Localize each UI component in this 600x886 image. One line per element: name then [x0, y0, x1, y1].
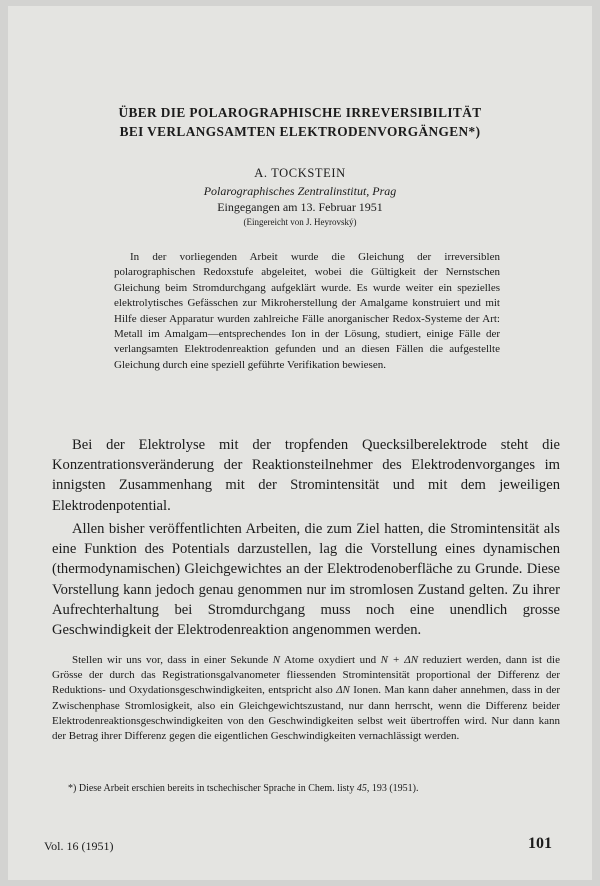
title-line-1: ÜBER DIE POLAROGRAPHISCHE IRREVERSIBILITÄT — [118, 105, 482, 120]
variable-n-plus-delta-n: N + ΔN — [380, 654, 419, 666]
footnote-mark: *) — [68, 783, 77, 794]
paragraph-1: Bei der Elektrolyse mit der tropfenden Quecksilberelektrode steht die Konzentrationsveränderung der Reaktionsteilnehmer des Elektrodenvorganges im innigsten Zusammenhang mit der Stromintensität und mit dem jeweiligen Elektrodenpotential. — [52, 437, 560, 514]
title-line-2: BEI VERLANGSAMTEN ELEKTRODENVORGÄNGEN*) — [119, 124, 481, 139]
submitted-by: (Eingereicht von J. Heyrovský) — [243, 217, 357, 227]
footnote-rest: , 193 (1951). — [366, 783, 419, 794]
author-name: A. TOCKSTEIN — [254, 166, 346, 180]
institution: Polarographisches Zentralinstitut, Prag — [203, 184, 397, 198]
paragraph-2: Allen bisher veröffentlichten Arbeiten, die zum Ziel hatten, die Stromintensität als eine Funktion des Potentials darzustellen, lag die Vorstellung eines dynamischen (thermodynamischen) Gleichgewichtes an der Elektrodenoberfläche zu Grunde. Diese Vorstellung kann jedoch genau genommen nur im stromlosen Zustand gelten. Zu ihrer Aufrechterhaltung bei Stromdurchgang muss noch eine unendlich grosse Geschwindigkeit der Elektrodenreaktion angenommen werden. — [52, 521, 560, 639]
article-header — [48, 103, 552, 227]
variable-n: N — [272, 654, 281, 666]
paragraph-3 — [52, 653, 560, 744]
paragraph-3-part-1: Stellen wir uns vor, dass in einer Sekunde — [72, 654, 273, 666]
paragraph-3-part-4: Ionen. Man kann daher annehmen, dass in der Zwischenphase Stromlosigkeit, also ein Gleichgewichtszustand, nur dann herrscht, wenn die Differenz beider Elektrodenreaktionsgeschwindigkeiten von den Geschwindigkeiten selbst weit übertroffen wird. Nur dann kann der Betrag ihrer Differenz gegen die eigentlichen Geschwindigkeiten vernachlässigt werden. — [52, 684, 560, 743]
paragraph-3-part-3: reduziert werden, dann ist die Grösse der durch das Registrationsgalvanometer fliessenden Stromintensität proportional der Differenz der Reduktions- und Oxydationsgeschwindigkeiten, entspricht also — [52, 654, 560, 697]
article-title — [48, 103, 552, 141]
footnote — [68, 782, 558, 796]
journal-page — [8, 6, 592, 880]
abstract: In der vorliegenden Arbeit wurde die Gleichung der irreversiblen polarographischen Redoxstufe abgeleitet, wobei die Gültigkeit der Nernstschen Gleichung beim Stromdurchgang aufgeklärt wurde. Es wurde weiter ein spezielles elektrolytisches Gefässchen zur Mikroherstellung der Amalgame konstruiert und mit Hilfe dieser Apparatur wurden zahlreiche Fälle anorganischer Redox-Systeme der Art: Metall im Amalgam—entsprechendes Ion in der Lösung, studiert, einige Fälle der verlangsamten Elektrodenreaktion gefunden und an diesen Fällen die aufgestellte Gleichung durch eine speziell geführte Verifikation bewiesen. — [114, 251, 500, 371]
paragraph-3-part-2: Atome oxydiert und — [280, 654, 381, 666]
variable-delta-n: ΔN — [336, 684, 350, 697]
journal-volume: Vol. 16 (1951) — [44, 839, 114, 853]
footnote-text: Diese Arbeit erschien bereits in tschechischer Sprache in Chem. listy — [76, 783, 357, 794]
page-number: 101 — [528, 835, 552, 852]
received-date: Eingegangen am 13. Februar 1951 — [217, 200, 383, 214]
footnote-volume: 45 — [356, 783, 367, 794]
